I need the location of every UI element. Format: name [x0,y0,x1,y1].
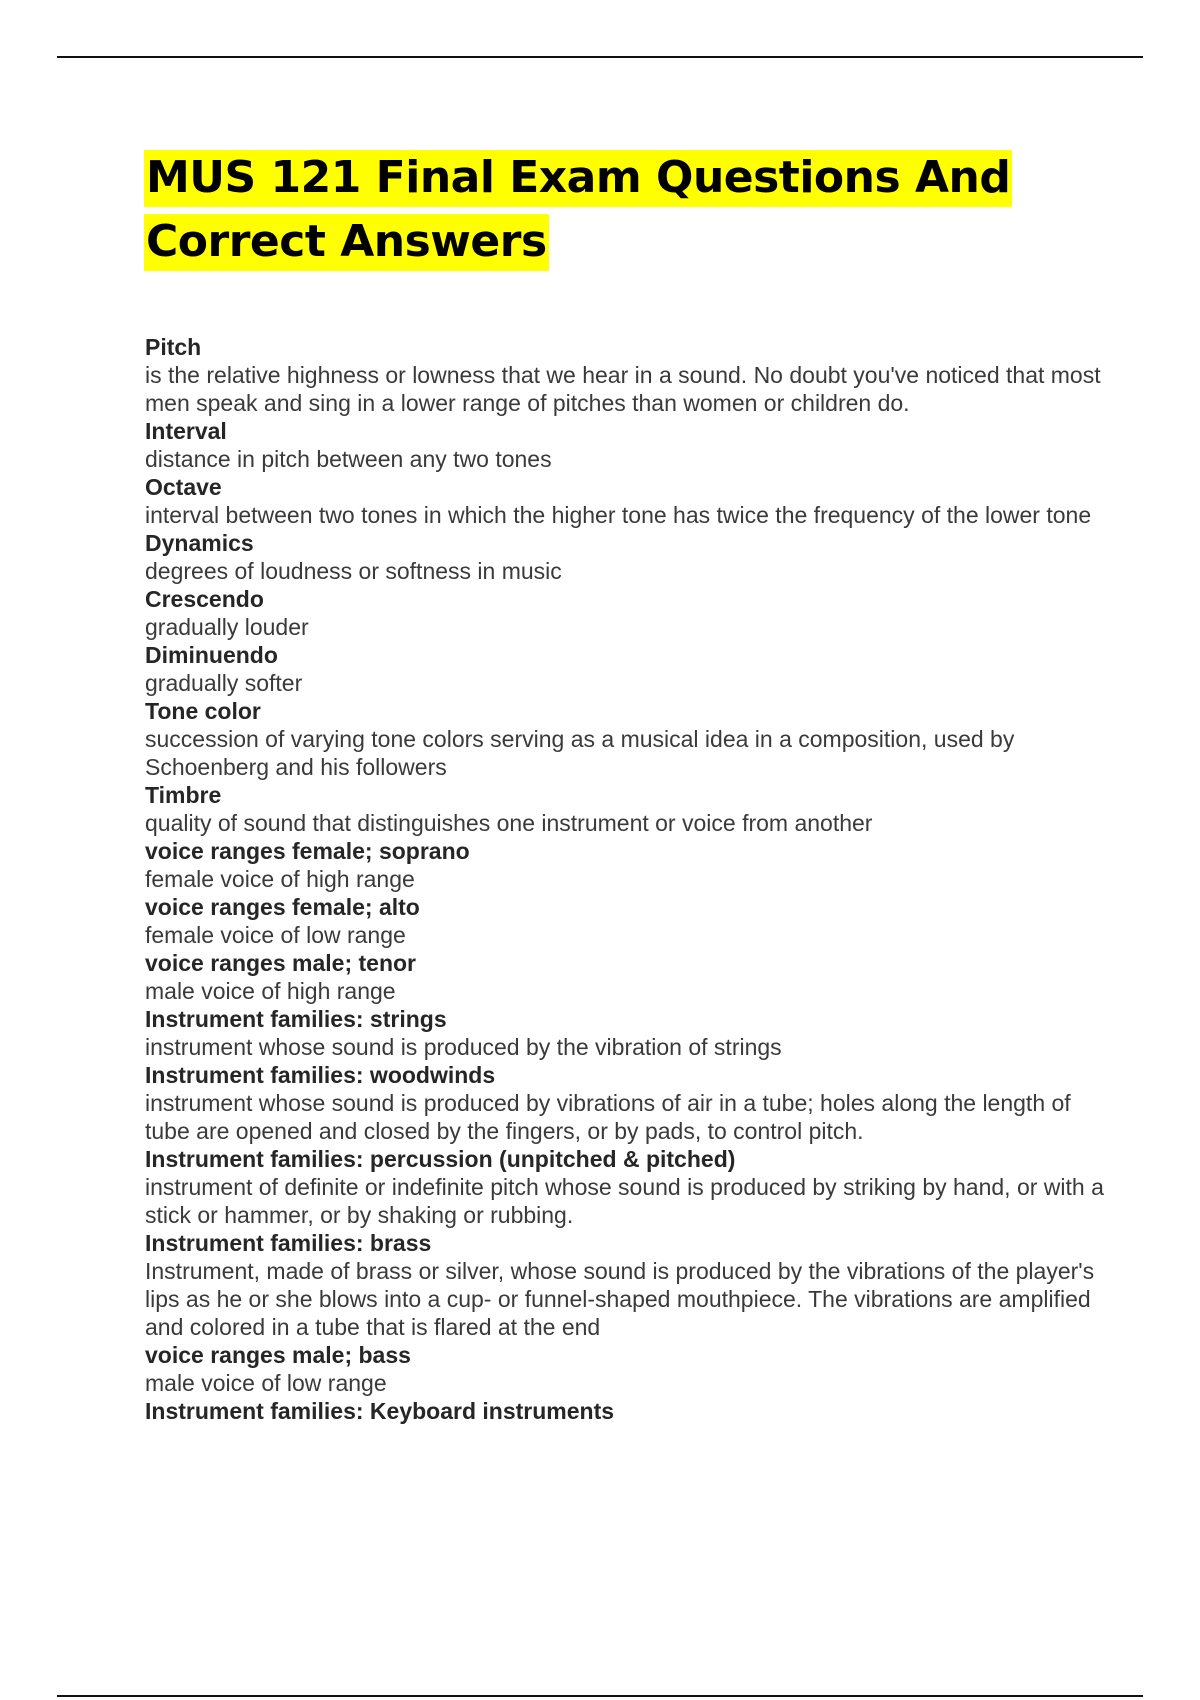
qa-entry [145,1341,1105,1397]
term: Instrument families: percussion (unpitched & pitched) [145,1146,736,1172]
term: voice ranges female; alto [145,894,420,920]
qa-entry [145,1005,1105,1061]
definition: interval between two tones in which the higher tone has twice the frequency of the lower tone [145,502,1092,528]
qa-entry [145,1229,1105,1341]
term: Tone color [145,698,261,724]
qa-entry [145,949,1105,1005]
definition: instrument whose sound is produced by the vibration of strings [145,1034,782,1060]
qa-entry [145,473,1105,529]
term: Instrument families: woodwinds [145,1062,496,1088]
term: voice ranges female; soprano [145,838,470,864]
definition: gradually softer [145,670,303,696]
definition: female voice of high range [145,866,415,892]
term: Dynamics [145,530,254,556]
term: Timbre [145,782,222,808]
qa-entry [145,893,1105,949]
qa-entry [145,641,1105,697]
title-highlight: MUS 121 Final Exam Questions And Correct Answers [144,150,1012,271]
definition: male voice of low range [145,1370,387,1396]
definition: degrees of loudness or softness in music [145,558,562,584]
term: Instrument families: strings [145,1006,447,1032]
term: Instrument families: Keyboard instruments [145,1398,615,1424]
definition: instrument whose sound is produced by vibrations of air in a tube; holes along the length of tube are opened and closed by the fingers, or by pads, to control pitch. [145,1090,1071,1144]
term: Instrument families: brass [145,1230,432,1256]
qa-entry [145,585,1105,641]
qa-entry [145,837,1105,893]
qa-entry [145,417,1105,473]
qa-entry [145,697,1105,781]
definition: succession of varying tone colors serving as a musical idea in a composition, used by Schoenberg and his followers [145,726,1015,780]
term: Crescendo [145,586,264,612]
definition: Instrument, made of brass or silver, whose sound is produced by the vibrations of the player's lips as he or she blows into a cup- or funnel-shaped mouthpiece. The vibrations are amplified and colored in a tube that is flared at the end [145,1258,1095,1340]
term: voice ranges male; tenor [145,950,416,976]
qa-entry [145,529,1105,585]
qa-entry [145,1145,1105,1229]
definition: male voice of high range [145,978,396,1004]
page-title [144,146,1044,274]
qa-entry [145,333,1105,417]
term: Interval [145,418,227,444]
definition: instrument of definite or indefinite pitch whose sound is produced by striking by hand, or with a stick or hammer, or by shaking or rubbing. [145,1174,1104,1228]
definition: female voice of low range [145,922,406,948]
definition: gradually louder [145,614,309,640]
top-rule [57,56,1143,58]
definition: quality of sound that distinguishes one instrument or voice from another [145,810,873,836]
definition: distance in pitch between any two tones [145,446,552,472]
qa-entry [145,1061,1105,1145]
term: Diminuendo [145,642,278,668]
qa-entry [145,781,1105,837]
definition: is the relative highness or lowness that we hear in a sound. No doubt you've noticed that most men speak and sing in a lower range of pitches than women or children do. [145,362,1101,416]
qa-list [145,333,1105,1425]
bottom-rule [57,1695,1143,1697]
term: Octave [145,474,222,500]
term: voice ranges male; bass [145,1342,411,1368]
qa-entry [145,1397,1105,1425]
term: Pitch [145,334,202,360]
